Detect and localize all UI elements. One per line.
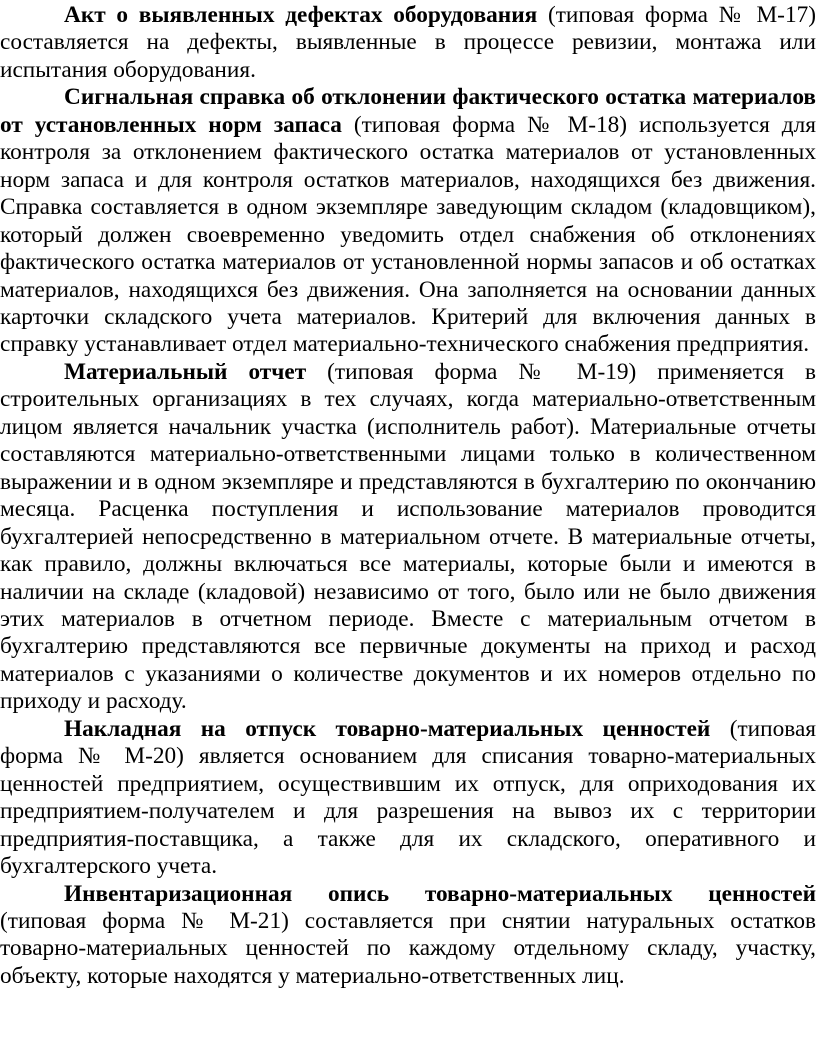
paragraph-term: Накладная на отпуск товарно-материальных ценностей bbox=[64, 715, 711, 742]
paragraph-inventory-list bbox=[0, 881, 816, 991]
paragraph-term: Инвентаризационная опись товарно-материальных ценностей bbox=[64, 880, 816, 907]
paragraph-term: Материальный отчет bbox=[64, 358, 307, 385]
paragraph-term: Акт о выявленных дефектах оборудования bbox=[64, 2, 538, 28]
paragraph-body: (типовая форма № М-21) составляется при снятии натуральных остатков товарно-материальных ценностей по каждому отдельному складу, участку, объекту, которые находятся у материально-ответственных лиц. bbox=[0, 907, 816, 989]
paragraph-body: (типовая форма № М-20) является основанием для списания товарно-материальных ценностей предприятием, осуществившим их отпуск, для оприходования их предприятием-получателем и для разрешения на вывоз их с территории предприятия-поставщика, а также для их складского, оперативного и бухгалтерского учета. bbox=[0, 715, 816, 880]
paragraph-defect-act bbox=[0, 2, 816, 84]
paragraph-body: (типовая форма № М-17) составляется на дефекты, выявленные в процессе ревизии, монтажа или испытания оборудования. bbox=[0, 2, 816, 83]
paragraph-body: (типовая форма № М-18) используется для контроля за отклонением фактического остатка материалов от установленных норм запаса и для контроля остатков материалов, находящихся без движения. Справка составляется в одном экземпляре заведующим складом (кладовщиком), который должен своевременно уведомить отдел снабжения об отклонениях фактического остатка материалов от установленной нормы запасов и об остатках материалов, находящихся без движения. Она заполняется на основании данных карточки складского учета материалов. Критерий для включения данных в справку устанавливает отдел материально-технического снабжения предприятия. bbox=[0, 111, 816, 358]
paragraph-term: Сигнальная справка об отклонении фактического остатка материалов от установленных норм запаса bbox=[0, 84, 816, 138]
paragraph-waybill bbox=[0, 716, 816, 881]
paragraph-body: (типовая форма № М-19) применяется в строительных организациях в тех случаях, когда материально-ответственным лицом является начальник участка (исполнитель работ). Материальные отчеты составляются материально-ответственными лицами только в количественном выражении и в одном экземпляре и представляются в бухгалтерию по окончанию месяца. Расценка поступления и использование материалов проводится бухгалтерией непосредственно в материальном отчете. В материальные отчеты, как правило, должны включаться все материалы, которые были и имеются в наличии на складе (кладовой) независимо от того, было или не было движения этих материалов в отчетном периоде. Вместе с материальным отчетом в бухгалтерию представляются все первичные документы на приход и расход материалов с указаниями о количестве документов и их номеров отдельно по приходу и расходу. bbox=[0, 358, 816, 715]
paragraph-material-report bbox=[0, 359, 816, 716]
paragraph-signal-note bbox=[0, 84, 816, 359]
